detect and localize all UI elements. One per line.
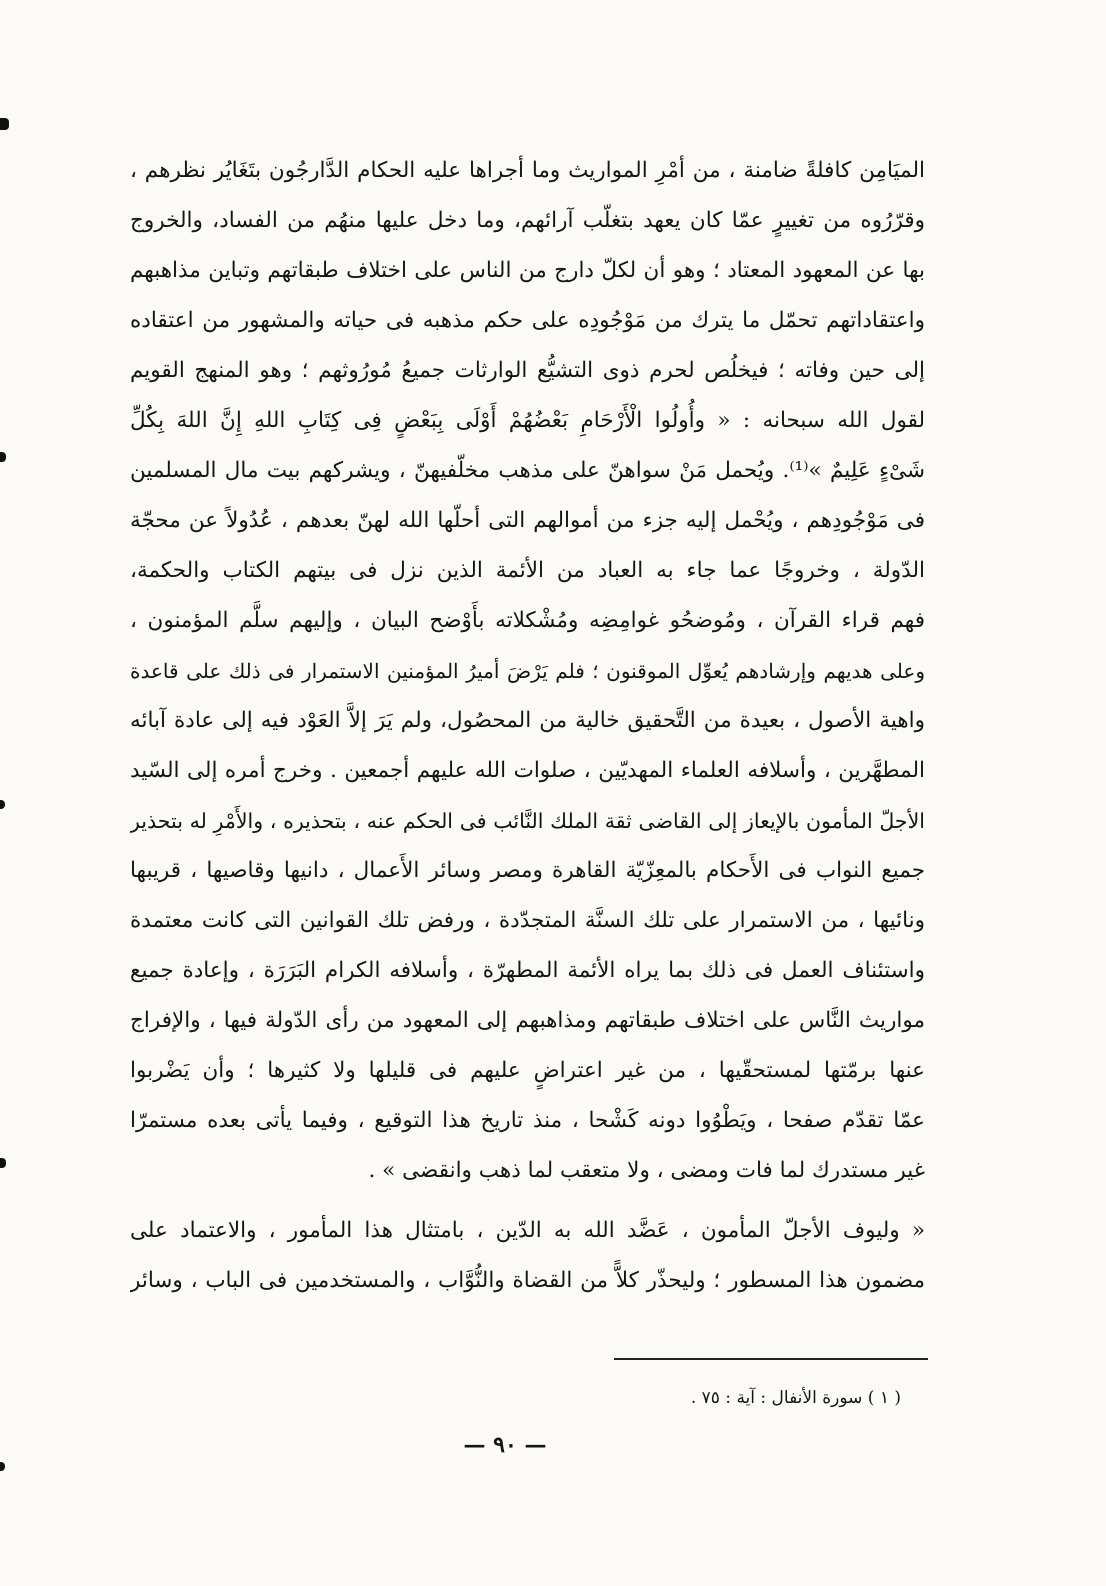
page-number: — ٩٠ — — [463, 1432, 547, 1458]
text-line: فى مَوْجُودِهم ، ويُحْمل إليه جزء من أموالهم التى أحلّها الله لهنّ بعدهم ، عُدُولاً عن محجّة — [130, 508, 925, 533]
text-line: وعلى هديهم وإرشادهم يُعوِّل الموقنون ؛ فلم يَرْضَ أميرُ المؤمنين الاستمرار فى ذلك على قاعدة — [130, 659, 925, 683]
text-line: لقول الله سبحانه : « وأُولُوا الْأَرْحَامِ بَعْضُهُمْ أَوْلَى بِبَعْضٍ فِى كِتَابِ اللهِ إِنَّ اللهَ بِكُلِّ — [130, 408, 925, 433]
text-line: « وليوف الأجلّ المأمون ، عَضَّد الله به الدّين ، بامتثال هذا المأمور ، والاعتماد على — [130, 1218, 925, 1243]
scan-edge-mark — [0, 118, 9, 130]
text-line: جميع النواب فى الأَحكام بالمعِزّيّة القاهرة ومصر وسائر الأَعمال ، دانيها وقاصيها ، قريبها — [130, 858, 925, 883]
scan-edge-mark — [0, 1158, 6, 1168]
text-line: واهية الأصول ، بعيدة من التَّحقيق خالية من المحصُول، ولم يَرَ إلاَّ العَوْد فيه إلى عادة آبائه — [130, 708, 925, 733]
text-line: عنها برمّتها لمستحقّيها ، من غير اعتراضٍ عليهم فى قليلها ولا كثيرها ؛ وأن يَضْربوا — [130, 1058, 925, 1083]
text-line: الدّولة ، وخروجًا عما جاء به العباد من الأئمة الذين نزل فى بيتهم الكتاب والحكمة، — [130, 558, 925, 583]
scan-edge-mark — [0, 800, 5, 809]
text-line: بها عن المعهود المعتاد ؛ وهو أن لكلّ دارج من الناس على اختلاف طبقاتهم وتباين مذاهبهم — [130, 258, 925, 283]
main-text — [130, 146, 925, 1306]
scan-edge-mark — [0, 1462, 5, 1471]
footnote-divider — [614, 1358, 928, 1360]
text-line: ونائيها ، من الاستمرار على تلك السنَّة المتجدّدة ، ورفض تلك القوانين التى كانت معتمدة — [130, 908, 925, 933]
text-line: وقرّرُوه من تغييرٍ عمّا كان يعهد بتغلّب آرائهم، وما دخل عليها منهُم من الفساد، والخروج — [130, 208, 925, 233]
text-line: الأجلّ المأمون بالإيعاز إلى القاضى ثقة الملك النَّائب فى الحكم عنه ، بتحذيره ، والأَمْرِ له بتحذير — [130, 809, 925, 833]
text-line: واستئناف العمل فى ذلك بما يراه الأئمة المطهرّة ، وأسلافه الكرام البَرَرَة ، وإعادة جميع — [130, 958, 925, 983]
text-line: فهم قراء القرآن ، ومُوضحُو غوامِضِه ومُشْكلاته بأَوْضح البيان ، وإليهم سلَّم المؤمنون ، — [130, 608, 925, 633]
scan-edge-mark — [0, 452, 6, 462]
text-line: شَىْءٍ عَلِيمٌ »⁽¹⁾. ويُحمل مَنْ سواهنّ على مذهب مخلّفيهنّ ، ويشركهم بيت مال المسلمين — [130, 458, 925, 483]
text-line: واعتقاداتهم تحمّل ما يترك من مَوْجُودِه على حكم مذهبه فى حياته والمشهور من اعتقاده — [130, 308, 925, 333]
footnote: ( ١ ) سورة الأنفال : آية : ٧٥ . — [690, 1388, 901, 1408]
text-line: إلى حين وفاته ؛ فيخلُص لحرم ذوى التشيُّع الوارثات جميعُ مُورُوثهم ؛ وهو المنهج القويم — [130, 358, 925, 383]
text-line: مواريث النَّاس على اختلاف طبقاتهم ومذاهبهم إلى المعهود من رأى الدّولة فيها ، والإفراج — [130, 1008, 925, 1033]
text-line: المطهَّرين ، وأسلافه العلماء المهديّين ، صلوات الله عليهم أجمعين . وخرج أمره إلى السّيد — [130, 758, 925, 783]
text-line: مضمون هذا المسطور ؛ وليحذّر كلاًّ من القضاة والنُّوَّاب ، والمستخدمين فى الباب ، وسائر — [130, 1268, 925, 1293]
text-line: الميَامِن كافلةً ضامنة ، من أمْرِ المواريث وما أجراها عليه الحكام الدَّارجُون بتَغَايُر نظرهم ، — [130, 158, 925, 183]
text-line: غير مستدرك لما فات ومضى ، ولا متعقب لما ذهب وانقضى » . — [368, 1158, 925, 1183]
text-line: عمّا تقدّم صفحا ، ويَطْوُوا دونه كَشْحا ، منذ تاريخ هذا التوقيع ، وفيما يأتى بعده مستمرّا — [130, 1108, 925, 1133]
